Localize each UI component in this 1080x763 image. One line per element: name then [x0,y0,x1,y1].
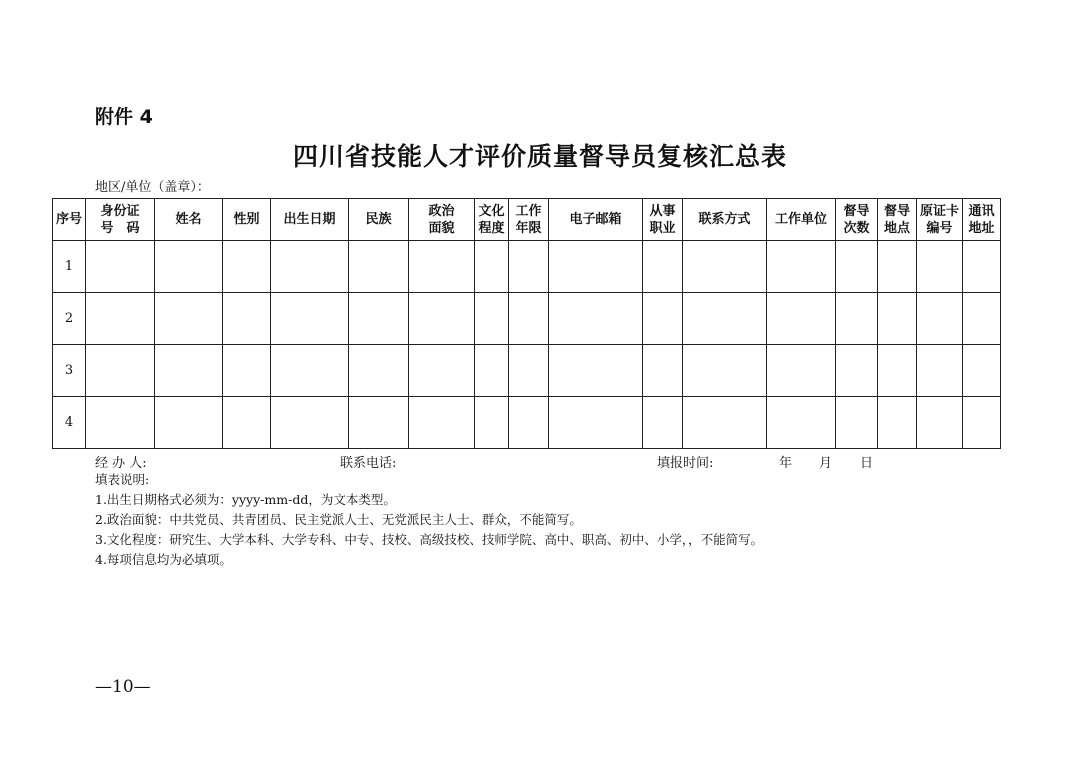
column-header-text: 地点 [883,220,910,236]
region-label: 地区/单位（盖章）： [95,180,210,195]
table-row [53,397,1001,449]
row-number[interactable]: 3 [53,345,86,397]
table-cell[interactable] [549,345,643,397]
table-cell[interactable] [155,397,223,449]
table-cell[interactable] [683,241,767,293]
page-number: —10— [95,677,151,697]
table-cell[interactable] [475,241,509,293]
table-row [53,293,1001,345]
table-cell[interactable] [836,241,878,293]
table-cell[interactable] [549,293,643,345]
day-label: 日 [860,456,874,471]
table-cell[interactable] [349,397,409,449]
row-number[interactable]: 2 [53,293,86,345]
table-cell[interactable] [767,293,836,345]
column-header-text: 程度 [478,220,505,236]
table-cell[interactable] [917,345,963,397]
note-item-4: 4.每项信息均为必填项。 [95,552,232,567]
column-header-text: 文化 [478,203,505,219]
table-cell[interactable] [963,241,1001,293]
table-cell[interactable] [271,345,349,397]
column-header-text: 督导 [883,203,910,219]
column-header [86,199,155,241]
table-cell[interactable] [683,345,767,397]
table-cell[interactable] [549,397,643,449]
table-cell[interactable] [155,345,223,397]
table-cell[interactable] [643,397,683,449]
note-item-1: 1.出生日期格式必须为：yyyy-mm-dd，为文本类型。 [95,492,396,507]
column-header [767,199,836,241]
notes [95,470,763,570]
table-cell[interactable] [409,345,475,397]
table-cell[interactable] [475,397,509,449]
table-cell[interactable] [349,293,409,345]
table-cell[interactable] [767,397,836,449]
table-cell[interactable] [963,293,1001,345]
column-header [271,199,349,241]
table-cell[interactable] [878,397,917,449]
note-item-2: 2.政治面貌：中共党员、共青团员、民主党派人士、无党派民主人士、群众，不能简写。 [95,512,582,527]
table-cell[interactable] [683,293,767,345]
page-title: 四川省技能人才评价质量督导员复核汇总表 [292,142,787,171]
table-cell[interactable] [86,345,155,397]
column-header-text: 原证卡 [919,203,959,219]
table-cell[interactable] [643,345,683,397]
column-header [549,199,643,241]
table-cell[interactable] [878,293,917,345]
row-number[interactable]: 1 [53,241,86,293]
table-cell[interactable] [475,293,509,345]
month-label: 月 [819,456,833,471]
table-cell[interactable] [271,241,349,293]
column-header-text: 从事 [649,203,676,219]
table-cell[interactable] [223,293,271,345]
table-cell[interactable] [155,293,223,345]
table-cell[interactable] [683,397,767,449]
table-cell[interactable] [963,397,1001,449]
phone-label: 联系电话: [340,456,397,471]
table-cell[interactable] [223,397,271,449]
attachment-label: 附件 4 [95,106,153,128]
table-header-row [53,199,1001,241]
column-header-text: 面貌 [428,220,455,236]
column-header-text: 地址 [968,220,995,236]
column-header [223,199,271,241]
table-cell[interactable] [475,345,509,397]
column-header-text: 职业 [649,220,676,236]
table-cell[interactable] [836,293,878,345]
table-cell[interactable] [271,293,349,345]
year-label: 年 [779,456,793,471]
table-cell[interactable] [509,345,549,397]
column-header [53,199,86,241]
table-cell[interactable] [836,397,878,449]
column-header [878,199,917,241]
table-cell[interactable] [917,397,963,449]
column-header-text: 出生日期 [283,212,336,227]
column-header [643,199,683,241]
table-row [53,241,1001,293]
note-item-3: 3.文化程度：研究生、大学本科、大学专科、中专、技校、高级技校、技师学院、高中、职高、初中、小学，，不能简写。 [95,532,764,547]
column-header-text: 性别 [233,212,260,227]
table-cell[interactable] [409,397,475,449]
table-cell[interactable] [767,241,836,293]
column-header-text: 编号 [926,220,953,236]
column-header-text: 工作 [515,203,542,219]
table-cell[interactable] [349,345,409,397]
table-cell[interactable] [509,241,549,293]
column-header [683,199,767,241]
column-header-text: 联系方式 [698,212,751,227]
column-header [155,199,223,241]
table-cell[interactable] [223,345,271,397]
table-cell[interactable] [836,345,878,397]
table-cell[interactable] [917,293,963,345]
table-cell[interactable] [509,397,549,449]
table-cell[interactable] [409,293,475,345]
table-cell[interactable] [409,241,475,293]
table-cell[interactable] [86,397,155,449]
table-cell[interactable] [643,241,683,293]
column-header-text: 工作单位 [774,212,827,227]
column-header-text: 次数 [843,220,870,236]
table-cell[interactable] [86,241,155,293]
column-header-text: 号 码 [100,220,140,236]
column-header-text: 政治 [428,203,455,219]
fill-time-label: 填报时间: [657,456,714,471]
column-header [509,199,549,241]
table-cell[interactable] [223,241,271,293]
column-header [349,199,409,241]
column-header-text: 民族 [365,212,392,227]
column-header-text: 姓名 [175,212,202,227]
handler-label: 经 办 人: [95,456,147,471]
table-cell[interactable] [549,241,643,293]
table-cell[interactable] [643,293,683,345]
table-cell[interactable] [509,293,549,345]
table-row [53,345,1001,397]
summary-table [52,198,1001,449]
table-cell[interactable] [878,345,917,397]
column-header [409,199,475,241]
table-cell[interactable] [963,345,1001,397]
column-header-text: 电子邮箱 [569,212,622,227]
table-cell[interactable] [878,241,917,293]
column-header-text: 通讯 [968,203,995,219]
column-header-text: 年限 [515,220,542,236]
table-cell[interactable] [767,345,836,397]
table-cell[interactable] [86,293,155,345]
column-header [963,199,1001,241]
column-header [475,199,509,241]
table-cell[interactable] [349,241,409,293]
table-cell[interactable] [271,397,349,449]
column-header [917,199,963,241]
row-number[interactable]: 4 [53,397,86,449]
notes-heading: 填表说明: [95,472,150,487]
column-header-text: 督导 [843,203,870,219]
table-cell[interactable] [917,241,963,293]
table-cell[interactable] [155,241,223,293]
column-header-text: 身份证 [100,203,140,219]
column-header-text: 序号 [55,212,82,227]
column-header [836,199,878,241]
